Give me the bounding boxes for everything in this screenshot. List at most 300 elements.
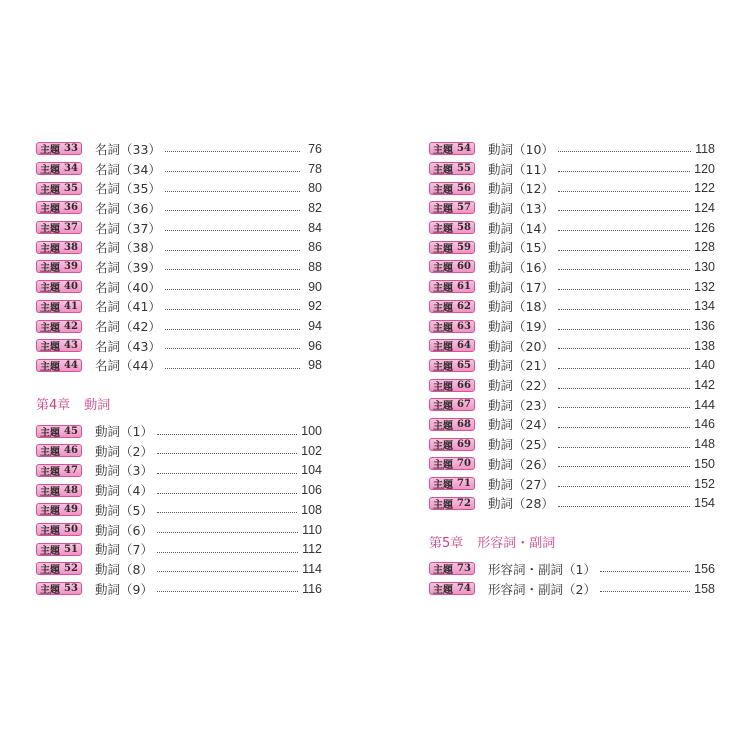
topic-number: 67 xyxy=(457,399,471,411)
dot-leader xyxy=(600,571,690,572)
topic-number: 62 xyxy=(457,300,471,312)
entry-title: 名詞（37） xyxy=(95,220,161,236)
dot-leader xyxy=(157,493,297,494)
topic-badge-label: 主題 xyxy=(433,361,454,373)
page-number: 90 xyxy=(308,279,322,294)
entry-title: 動詞（14） xyxy=(488,220,554,236)
dot-leader xyxy=(165,230,300,231)
page-number: 124 xyxy=(694,200,715,215)
topic-badge xyxy=(429,260,475,273)
topic-number: 52 xyxy=(64,563,78,575)
entry-title: 名詞（44） xyxy=(95,358,161,374)
toc-entry xyxy=(429,579,715,599)
topic-badge xyxy=(36,339,82,352)
toc-entry xyxy=(36,441,322,461)
page-number: 150 xyxy=(694,456,715,471)
entry-title: 動詞（8） xyxy=(95,561,153,577)
page-number: 134 xyxy=(694,299,715,314)
dot-leader xyxy=(558,368,690,369)
toc-entry xyxy=(429,316,715,336)
topic-badge xyxy=(429,241,475,254)
entry-title: 動詞（23） xyxy=(488,397,554,413)
dot-leader xyxy=(165,348,300,349)
topic-badge xyxy=(429,582,475,595)
topic-badge-label: 主題 xyxy=(40,506,61,518)
page-number: 154 xyxy=(694,496,715,511)
topic-badge-label: 主題 xyxy=(433,440,454,452)
topic-number: 59 xyxy=(457,241,471,253)
entry-title: 名詞（39） xyxy=(95,259,161,275)
topic-badge-label: 主題 xyxy=(40,342,61,354)
toc-entry xyxy=(36,316,322,336)
dot-leader xyxy=(558,171,690,172)
topic-number: 56 xyxy=(457,182,471,194)
page-number: 110 xyxy=(302,522,322,537)
topic-number: 61 xyxy=(457,281,471,293)
toc-entry xyxy=(36,257,322,277)
page-number: 122 xyxy=(694,181,715,196)
topic-number: 66 xyxy=(457,379,471,391)
entry-title: 動詞（19） xyxy=(488,319,554,335)
toc-entry xyxy=(36,559,322,579)
chapter-label: 第4章 xyxy=(36,397,71,413)
topic-badge xyxy=(429,438,475,451)
entry-title: 動詞（25） xyxy=(488,437,554,453)
toc-group xyxy=(429,139,715,513)
topic-badge xyxy=(429,300,475,313)
toc-group xyxy=(36,421,322,598)
entry-title: 動詞（12） xyxy=(488,181,554,197)
dot-leader xyxy=(558,329,690,330)
toc-entry xyxy=(36,461,322,481)
toc-entry xyxy=(36,579,322,599)
dot-leader xyxy=(165,309,300,310)
topic-badge xyxy=(429,221,475,234)
topic-badge-label: 主題 xyxy=(433,263,454,275)
topic-badge xyxy=(36,320,82,333)
topic-number: 41 xyxy=(64,300,78,312)
page-number: 106 xyxy=(301,483,322,498)
entry-title: 動詞（26） xyxy=(488,456,554,472)
toc-entry xyxy=(429,474,715,494)
topic-badge xyxy=(429,477,475,490)
topic-badge-label: 主題 xyxy=(433,499,454,511)
topic-badge xyxy=(36,503,82,516)
topic-badge xyxy=(36,582,82,595)
topic-number: 68 xyxy=(457,418,471,430)
entry-title: 名詞（35） xyxy=(95,181,161,197)
topic-badge xyxy=(429,182,475,195)
dot-leader xyxy=(558,466,690,467)
topic-number: 72 xyxy=(457,497,471,509)
toc-entry xyxy=(36,336,322,356)
chapter-title: 動詞 xyxy=(84,397,111,413)
topic-badge-label: 主題 xyxy=(433,145,454,157)
entry-title: 動詞（7） xyxy=(95,542,153,558)
topic-number: 74 xyxy=(457,583,471,595)
entry-title: 名詞（33） xyxy=(95,141,161,157)
right-toc-column xyxy=(429,139,715,598)
page-number: 128 xyxy=(694,240,715,255)
toc-entry xyxy=(36,218,322,238)
topic-badge-label: 主題 xyxy=(433,283,454,295)
entry-title: 動詞（24） xyxy=(488,417,554,433)
dot-leader xyxy=(157,571,298,572)
topic-badge xyxy=(36,280,82,293)
dot-leader xyxy=(165,269,300,270)
page-number: 116 xyxy=(302,581,322,596)
entry-title: 動詞（16） xyxy=(488,259,554,275)
toc-entry xyxy=(429,493,715,513)
topic-badge xyxy=(429,142,475,155)
page-number: 120 xyxy=(694,161,715,176)
page-number: 148 xyxy=(694,437,715,452)
topic-badge-label: 主題 xyxy=(433,420,454,432)
topic-number: 64 xyxy=(457,340,471,352)
toc-entry xyxy=(429,237,715,257)
topic-badge-label: 主題 xyxy=(40,585,61,597)
topic-badge-label: 主題 xyxy=(40,447,61,459)
topic-badge xyxy=(429,418,475,431)
page-number: 82 xyxy=(308,200,322,215)
topic-badge-label: 主題 xyxy=(433,401,454,413)
topic-badge-label: 主題 xyxy=(40,145,61,157)
toc-entry xyxy=(36,237,322,257)
dot-leader xyxy=(558,191,690,192)
entry-title: 動詞（15） xyxy=(488,240,554,256)
topic-number: 63 xyxy=(457,320,471,332)
topic-number: 44 xyxy=(64,359,78,371)
page-number: 130 xyxy=(694,259,715,274)
topic-number: 69 xyxy=(457,438,471,450)
page-number: 152 xyxy=(694,476,715,491)
page-number: 92 xyxy=(308,299,322,314)
topic-badge xyxy=(36,221,82,234)
topic-badge-label: 主題 xyxy=(40,361,61,373)
toc-entry xyxy=(429,218,715,238)
entry-title: 動詞（1） xyxy=(95,424,153,440)
toc-entry xyxy=(36,480,322,500)
page-number: 78 xyxy=(308,161,322,176)
page-number: 100 xyxy=(301,424,322,439)
topic-badge-label: 主題 xyxy=(433,585,454,597)
entry-title: 動詞（9） xyxy=(95,581,153,597)
left-toc-column xyxy=(36,139,322,598)
dot-leader xyxy=(165,210,300,211)
entry-title: 動詞（17） xyxy=(488,279,554,295)
toc-entry xyxy=(429,178,715,198)
topic-number: 37 xyxy=(64,222,78,234)
topic-badge xyxy=(429,379,475,392)
page-number: 114 xyxy=(302,561,322,576)
topic-badge xyxy=(36,260,82,273)
entry-title: 動詞（4） xyxy=(95,483,153,499)
topic-badge xyxy=(429,457,475,470)
toc-group xyxy=(429,559,715,598)
topic-number: 43 xyxy=(64,340,78,352)
toc-entry xyxy=(36,356,322,376)
toc-group xyxy=(36,139,322,375)
page-number: 136 xyxy=(694,319,715,334)
dot-leader xyxy=(157,473,297,474)
toc-entry xyxy=(36,159,322,179)
dot-leader xyxy=(600,591,690,592)
entry-title: 動詞（13） xyxy=(488,200,554,216)
topic-number: 54 xyxy=(457,143,471,155)
topic-number: 51 xyxy=(64,543,78,555)
dot-leader xyxy=(165,250,300,251)
topic-number: 39 xyxy=(64,261,78,273)
entry-title: 名詞（34） xyxy=(95,161,161,177)
topic-badge xyxy=(429,162,475,175)
entry-title: 動詞（11） xyxy=(488,161,554,177)
topic-number: 71 xyxy=(457,478,471,490)
topic-badge-label: 主題 xyxy=(40,302,61,314)
topic-badge-label: 主題 xyxy=(433,302,454,314)
topic-badge-label: 主題 xyxy=(433,165,454,177)
page-number: 146 xyxy=(694,417,715,432)
page-number: 104 xyxy=(301,463,322,478)
dot-leader xyxy=(558,348,690,349)
dot-leader xyxy=(165,329,300,330)
page-number: 156 xyxy=(694,561,715,576)
dot-leader xyxy=(165,191,300,192)
topic-badge xyxy=(36,484,82,497)
entry-title: 名詞（36） xyxy=(95,200,161,216)
page-number: 88 xyxy=(308,259,322,274)
toc-entry xyxy=(429,198,715,218)
topic-badge xyxy=(429,359,475,372)
chapter-title: 形容詞・副詞 xyxy=(477,535,556,551)
toc-entry xyxy=(36,520,322,540)
entry-title: 動詞（2） xyxy=(95,443,153,459)
toc-entry xyxy=(429,257,715,277)
dot-leader xyxy=(558,210,690,211)
topic-badge-label: 主題 xyxy=(40,526,61,538)
dot-leader xyxy=(558,289,690,290)
page-number: 126 xyxy=(694,220,715,235)
entry-title: 名詞（38） xyxy=(95,240,161,256)
topic-badge xyxy=(429,497,475,510)
dot-leader xyxy=(165,171,300,172)
topic-badge xyxy=(36,142,82,155)
topic-badge-label: 主題 xyxy=(40,184,61,196)
page-number: 118 xyxy=(695,141,715,156)
topic-number: 53 xyxy=(64,583,78,595)
topic-number: 57 xyxy=(457,202,471,214)
topic-badge-label: 主題 xyxy=(433,480,454,492)
page-number: 94 xyxy=(308,319,322,334)
toc-entry xyxy=(429,297,715,317)
entry-title: 動詞（21） xyxy=(488,358,554,374)
toc-entry xyxy=(36,539,322,559)
toc-entry xyxy=(429,336,715,356)
toc-entry xyxy=(429,356,715,376)
topic-number: 50 xyxy=(64,524,78,536)
toc-entry xyxy=(36,198,322,218)
entry-title: 動詞（10） xyxy=(488,141,554,157)
dot-leader xyxy=(157,532,298,533)
topic-number: 70 xyxy=(457,458,471,470)
topic-badge-label: 主題 xyxy=(40,322,61,334)
topic-badge-label: 主題 xyxy=(433,243,454,255)
entry-title: 名詞（40） xyxy=(95,279,161,295)
topic-badge-label: 主題 xyxy=(40,224,61,236)
toc-entry xyxy=(36,139,322,159)
page-number: 96 xyxy=(308,338,322,353)
topic-number: 42 xyxy=(64,320,78,332)
topic-badge-label: 主題 xyxy=(40,565,61,577)
topic-badge-label: 主題 xyxy=(40,545,61,557)
page-number: 80 xyxy=(308,181,322,196)
topic-badge xyxy=(36,444,82,457)
topic-badge xyxy=(429,201,475,214)
dot-leader xyxy=(558,486,690,487)
entry-title: 動詞（3） xyxy=(95,463,153,479)
entry-title: 形容詞・副詞（1） xyxy=(488,561,596,577)
page-number: 102 xyxy=(301,443,322,458)
page-number: 112 xyxy=(302,542,322,557)
page-number: 142 xyxy=(694,378,715,393)
entry-title: 動詞（28） xyxy=(488,496,554,512)
entry-title: 動詞（22） xyxy=(488,378,554,394)
dot-leader xyxy=(558,447,690,448)
topic-badge-label: 主題 xyxy=(433,184,454,196)
toc-entry xyxy=(36,178,322,198)
topic-badge-label: 主題 xyxy=(40,427,61,439)
page-number: 138 xyxy=(694,338,715,353)
entry-title: 動詞（6） xyxy=(95,522,153,538)
topic-badge-label: 主題 xyxy=(40,466,61,478)
topic-badge xyxy=(36,543,82,556)
topic-badge-label: 主題 xyxy=(40,243,61,255)
topic-badge xyxy=(36,359,82,372)
topic-badge xyxy=(36,182,82,195)
dot-leader xyxy=(558,250,690,251)
topic-badge-label: 主題 xyxy=(433,224,454,236)
toc-entry xyxy=(429,277,715,297)
dot-leader xyxy=(558,506,690,507)
topic-number: 45 xyxy=(64,425,78,437)
page-number: 132 xyxy=(694,279,715,294)
topic-badge-label: 主題 xyxy=(40,263,61,275)
chapter-heading xyxy=(36,393,322,413)
toc-entry xyxy=(429,139,715,159)
dot-leader xyxy=(165,368,300,369)
dot-leader xyxy=(157,591,298,592)
topic-badge-label: 主題 xyxy=(433,565,454,577)
entry-title: 動詞（27） xyxy=(488,476,554,492)
entry-title: 動詞（20） xyxy=(488,338,554,354)
topic-badge-label: 主題 xyxy=(433,381,454,393)
dot-leader xyxy=(157,512,297,513)
chapter-label: 第5章 xyxy=(429,535,464,551)
entry-title: 動詞（5） xyxy=(95,502,153,518)
toc-entry xyxy=(36,277,322,297)
topic-badge xyxy=(429,339,475,352)
topic-badge-label: 主題 xyxy=(40,165,61,177)
topic-badge xyxy=(429,562,475,575)
topic-badge-label: 主題 xyxy=(433,204,454,216)
page-number: 144 xyxy=(694,397,715,412)
topic-badge-label: 主題 xyxy=(433,342,454,354)
dot-leader xyxy=(157,453,297,454)
topic-badge-label: 主題 xyxy=(433,322,454,334)
toc-entry xyxy=(429,454,715,474)
page-number: 108 xyxy=(301,502,322,517)
entry-title: 動詞（18） xyxy=(488,299,554,315)
topic-badge xyxy=(36,241,82,254)
topic-number: 73 xyxy=(457,563,471,575)
topic-number: 47 xyxy=(64,464,78,476)
entry-title: 名詞（41） xyxy=(95,299,161,315)
topic-badge xyxy=(36,562,82,575)
topic-number: 49 xyxy=(64,504,78,516)
toc-entry xyxy=(429,434,715,454)
page-number: 158 xyxy=(694,581,715,596)
page-number: 84 xyxy=(308,220,322,235)
topic-badge xyxy=(429,398,475,411)
topic-number: 35 xyxy=(64,182,78,194)
topic-badge-label: 主題 xyxy=(40,486,61,498)
topic-badge xyxy=(429,280,475,293)
topic-number: 60 xyxy=(457,261,471,273)
topic-number: 36 xyxy=(64,202,78,214)
topic-badge xyxy=(36,425,82,438)
topic-badge xyxy=(36,523,82,536)
toc-entry xyxy=(429,415,715,435)
chapter-heading xyxy=(429,531,715,551)
dot-leader xyxy=(558,269,690,270)
dot-leader xyxy=(157,434,297,435)
topic-badge xyxy=(36,300,82,313)
dot-leader xyxy=(558,388,690,389)
dot-leader xyxy=(558,151,691,152)
topic-badge-label: 主題 xyxy=(433,460,454,472)
toc-entry xyxy=(429,559,715,579)
toc-entry xyxy=(36,500,322,520)
toc-entry xyxy=(36,297,322,317)
topic-number: 46 xyxy=(64,445,78,457)
topic-badge xyxy=(36,162,82,175)
topic-badge-label: 主題 xyxy=(40,204,61,216)
dot-leader xyxy=(157,552,298,553)
page-number: 98 xyxy=(308,358,322,373)
entry-title: 形容詞・副詞（2） xyxy=(488,581,596,597)
topic-badge xyxy=(429,320,475,333)
topic-number: 34 xyxy=(64,163,78,175)
topic-number: 65 xyxy=(457,359,471,371)
toc-entry xyxy=(429,375,715,395)
dot-leader xyxy=(165,289,300,290)
topic-badge xyxy=(36,201,82,214)
page-number: 140 xyxy=(694,358,715,373)
dot-leader xyxy=(558,309,690,310)
dot-leader xyxy=(165,151,300,152)
toc-entry xyxy=(429,395,715,415)
dot-leader xyxy=(558,407,690,408)
page-number: 86 xyxy=(308,240,322,255)
topic-number: 38 xyxy=(64,241,78,253)
page-number: 76 xyxy=(308,141,322,156)
entry-title: 名詞（43） xyxy=(95,338,161,354)
topic-badge-label: 主題 xyxy=(40,283,61,295)
topic-number: 48 xyxy=(64,484,78,496)
topic-number: 33 xyxy=(64,143,78,155)
topic-number: 55 xyxy=(457,163,471,175)
entry-title: 名詞（42） xyxy=(95,319,161,335)
topic-number: 40 xyxy=(64,281,78,293)
